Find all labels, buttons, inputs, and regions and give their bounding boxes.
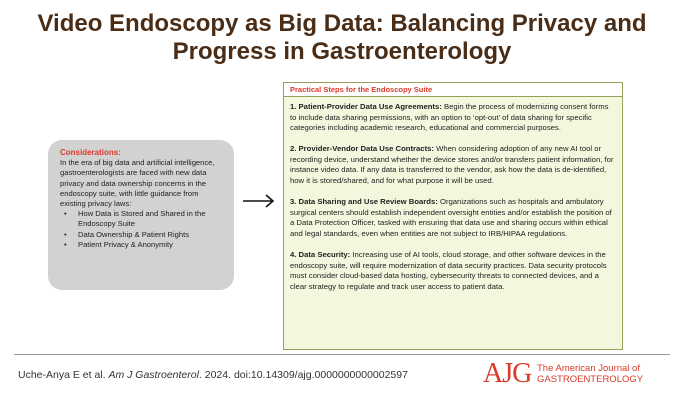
right-arrow-icon bbox=[242, 192, 276, 210]
logo-line-1: The American Journal of bbox=[537, 363, 640, 374]
steps-header: Practical Steps for the Endoscopy Suite bbox=[284, 83, 622, 97]
step-text: When considering adoption of any new AI tool or recording device, understand whether the device stores and/or transfers patient information, for instance video data. If any data is transferred to the vendor, ask how the data is de-identified, how it is stored/shared, and for what purpose it will be used. bbox=[290, 144, 614, 186]
step-lead: 1. Patient-Provider Data Use Agreements: bbox=[290, 102, 442, 111]
considerations-bullet: • Data Ownership & Patient Rights bbox=[64, 230, 226, 240]
considerations-box bbox=[48, 140, 234, 290]
title-line-1: Video Endoscopy as Big Data: Balancing Privacy and bbox=[37, 10, 647, 37]
logo-text bbox=[537, 363, 684, 385]
step-text: Organizations such as hospitals and ambulatory surgical centers should establish independent oversight entities and/or establish the position of a Data Protection Officer, tasked with ensuring that data use and sharing occurs within ethical and legal standards, even when entities are not subject to IRB/HIPAA regulations. bbox=[290, 197, 612, 238]
citation-authors: Uche-Anya E et al. bbox=[18, 369, 109, 381]
step-text: Begin the process of modernizing consent forms to include data sharing permissions, with an option to ‘opt-out’ of data sharing for specific categories including academic research, educational and commercial purposes. bbox=[290, 102, 609, 133]
considerations-bullet: • How Data is Stored and Shared in the Endoscopy Suite bbox=[64, 209, 226, 229]
considerations-list bbox=[60, 209, 226, 250]
step-lead: 2. Provider-Vendor Data Use Contracts: bbox=[290, 144, 434, 154]
step-lead: 4. Data Security: bbox=[290, 250, 351, 260]
considerations-bullet: • Patient Privacy & Anonymity bbox=[64, 240, 226, 250]
considerations-text: In the era of big data and artificial intelligence, gastroenterologists are faced with new data privacy and data ownership concerns in the endoscopy suite, with little guidance from existing privacy laws: bbox=[60, 158, 215, 209]
title-line-2: Progress in Gastroenterology bbox=[172, 38, 512, 65]
step-item bbox=[290, 250, 616, 292]
step-item bbox=[290, 197, 616, 239]
page-title bbox=[0, 10, 684, 66]
logo-mark: AJG bbox=[483, 358, 532, 389]
step-text: Increasing use of AI tools, cloud storage, and other software devices in the endoscopy suite, will require modernization of data security practices. Data security protocols must consider cloud-based data hosting, cybersecurity threats to connected devices, and a clear strategy to regulate and track user access to patient data. bbox=[290, 250, 607, 291]
citation-journal: Am J Gastroenterol bbox=[108, 369, 199, 381]
citation bbox=[18, 369, 408, 381]
citation-rest: . 2024. doi:10.14309/ajg.0000000000002597 bbox=[198, 369, 408, 381]
logo-line-2: GASTROENTEROLOGY bbox=[537, 374, 644, 385]
step-lead: 3. Data Sharing and Use Review Boards: bbox=[290, 197, 438, 207]
considerations-heading: Considerations: bbox=[60, 148, 121, 157]
footer-divider bbox=[14, 354, 670, 355]
steps-body bbox=[284, 97, 622, 349]
step-item bbox=[290, 144, 616, 186]
step-item bbox=[290, 102, 616, 134]
steps-box bbox=[283, 82, 623, 350]
